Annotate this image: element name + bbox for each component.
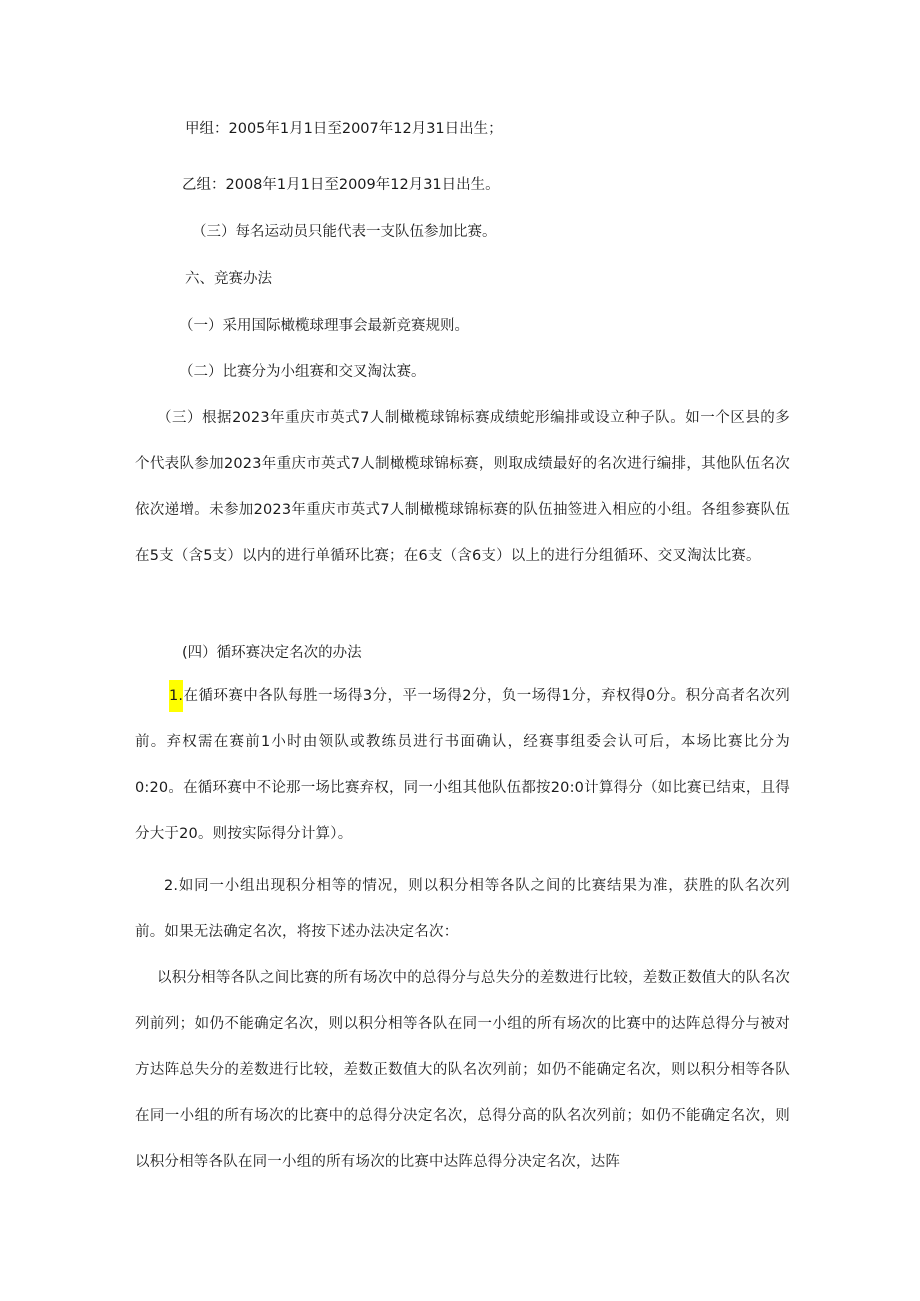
athlete-rule-line: （三）每名运动员只能代表一支队伍参加比赛。 [192, 224, 497, 240]
item-three-seeding-paragraph: （三）根据2023年重庆市英式7人制橄榄球锦标赛成绩蛇形编排或设立种子队。如一个区县的多个代表队参加2023年重庆市英式7人制橄榄球锦标赛，则取成绩最好的名次进行编排，其他队伍名次依次递增。未参加2023年重庆市英式7人制橄榄球锦标赛的队伍抽签进入相应的小组。各组参赛队伍在5支（含5支）以内的进行单循环比赛；在6支（含6支）以上的进行分组循环、交叉淘汰比赛。 [135, 410, 790, 564]
group-jia-line: 甲组：2005年1月1日至2007年12月31日出生； [185, 121, 503, 137]
item-one-rules: （一）采用国际橄榄球理事会最新竞赛规则。 [179, 318, 469, 334]
group-yi-line: 乙组：2008年1月1日至2009年12月31日出生。 [182, 177, 500, 193]
rule-two-detail-paragraph: 以积分相等各队之间比赛的所有场次中的总得分与总失分的差数进行比较，差数正数值大的队名次列前列；如仍不能确定名次，则以积分相等各队在同一小组的所有场次的比赛中的达阵总得分与被对方达阵总失分的差数进行比较，差数正数值大的队名次列前；如仍不能确定名次，则以积分相等各队在同一小组的所有场次的比赛中的总得分决定名次，总得分高的队名次列前；如仍不能确定名次，则以积分相等各队在同一小组的所有场次的比赛中达阵总得分决定名次，达阵 [135, 970, 790, 1170]
item-two-format: （二）比赛分为小组赛和交叉淘汰赛。 [179, 364, 426, 380]
rule-two-paragraph: 2.如同一小组出现积分相等的情况，则以积分相等各队之间的比赛结果为准，获胜的队名次列前。如果无法确定名次，将按下述办法决定名次： [135, 878, 790, 940]
section-heading-competition-method: 六、竞赛办法 [185, 271, 272, 287]
highlighted-number: 1. [169, 680, 183, 712]
rule-one-text: 在循环赛中各队每胜一场得3分，平一场得2分，负一场得1分，弃权得0分。积分高者名次列前。弃权需在赛前1小时由领队或教练员进行书面确认，经赛事组委会认可后，本场比赛比分为0:20。在循环赛中不论那一场比赛弃权，同一小组其他队伍都按20:0计算得分（如比赛已结束，且得分大于20。则按实际得分计算）。 [135, 688, 790, 842]
rule-one-paragraph [135, 673, 790, 857]
item-four-heading: (四）循环赛决定名次的办法 [182, 645, 362, 661]
